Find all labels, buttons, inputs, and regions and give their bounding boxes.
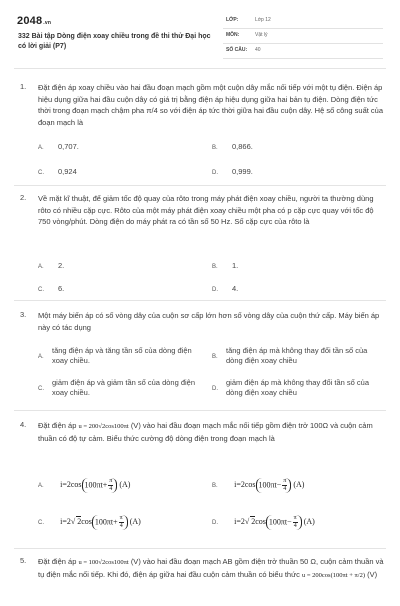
site-logo[interactable]: 2048.vn [17,15,52,27]
divider [14,300,386,301]
question-text: Đặt điện áp u = 100√2cos100πt (V) vào hai đầu đoạn mạch AB gồm điện trở thuần 50 Ω, cuộn cảm thuần và tụ điện mắc nối tiếp. Khi đó, điện áp giữa hai đầu cuộn cảm thuần có biểu thức u = 200cos(100πt + π/2) (V) [38,557,384,579]
divider [14,68,386,69]
question-1 [14,82,386,182]
option-c[interactable]: C. i=2√ 2cos 100πt+ $\frac{\pi}{4}$ (A) [38,515,141,529]
divider [14,185,386,186]
question-number: 4. [20,420,27,429]
option-d[interactable]: D. 4. [212,284,239,293]
meta-value: Vật lý [255,32,268,38]
meta-row-subject [223,29,383,44]
question-number: 1. [20,82,27,91]
meta-value: Lớp 12 [255,17,271,23]
question-3: 3. Một máy biến áp có số vòng dây của cuộn sơ cấp lớn hơn số vòng dây của cuộn thứ cấp. Máy biến áp này có tác dụng A. tăng điện áp và tăng tần số của dòng điện xoay chiều. B. tăng điện áp mà không thay đổi tần số của dòng điện xoay chiều C. giảm điện áp và giảm tần số của dòng điện xoay chiều. D. giảm điện áp mà không thay đổi tần số của dòng điện xoay chiều [14,310,386,405]
option-d[interactable]: D. i=2√ 2cos 100πt− $\frac{\pi}{4}$ (A) [212,515,315,529]
option-a[interactable]: A. i=2cos 100πt+ $\frac{\pi}{4}$ (A) [38,478,131,492]
question-number: 3. [20,310,27,319]
divider [14,410,386,411]
divider [14,548,386,549]
question-text: Về mặt kĩ thuật, để giảm tốc độ quay của rôto trong máy phát điện xoay chiều, người ta thường dùng rôto có nhiều cặp cực. Rôto của một máy phát điện xoay chiều một pha có p cặp cực quay với tốc độ 750 vòng/phút. Dòng điện do máy phát ra có tần số 50 Hz. Số cặp cực của rôto là [38,194,374,226]
question-4 [14,420,386,540]
inductor-voltage-expression: u = 200cos(100πt + π/2) [301,571,365,579]
option-a[interactable]: A. 0,707. [38,142,79,151]
meta-value: 40 [255,47,261,53]
option-b[interactable]: B. 0,866. [212,142,253,151]
option-c[interactable]: C. 0,924 [38,167,77,176]
question-text: Đặt điện áp u = 200√2cos100πt (V) vào hai đầu đoạn mạch mắc nối tiếp gồm điện trở 100Ω và cuộn cảm thuần có độ tự cảm. Biểu thức cường độ dòng điện trong đoạn mạch là [38,421,373,443]
voltage-expression: u = 100√2cos100πt [78,559,129,566]
meta-row-count [223,44,383,59]
option-d[interactable]: D. 0,999. [212,167,253,176]
question-text: Một máy biến áp có số vòng dây của cuộn sơ cấp lớn hơn số vòng dây của cuộn thứ cấp. Máy biến áp này có tác dụng [38,311,380,332]
question-text: Đặt điện áp xoay chiều vào hai đầu đoạn mạch gồm một cuộn dây mắc nối tiếp với một tụ điện. Điện áp hiệu dụng giữa hai đầu cuộn dây có giá trị bằng điện áp hiệu dụng giữa hai bản tụ điện. Dòng điện tức thời trong đoạn mạch chậm pha π/4 so với điện áp tức thời giữa hai đầu cuộn dây. Hệ số công suất của đoạn mạch là [38,83,384,127]
option-c[interactable]: C. 6. [38,284,65,293]
question-2 [14,193,386,293]
option-b[interactable]: B. i=2cos 100πt− $\frac{\pi}{4}$ (A) [212,478,305,492]
document-title: 332 Bài tập Dòng điện xoay chiều trong đề thi thử Đại học có lời giải (P7) [18,33,211,50]
question-number: 2. [20,193,27,202]
option-b[interactable]: B. 1. [212,261,239,270]
question-number: 5. [20,556,27,565]
question-5 [14,556,386,606]
meta-row-class [223,14,383,29]
meta-key: LỚP: [226,17,239,23]
meta-key: MÔN: [226,32,240,38]
meta-key: SỐ CÂU: [226,47,248,53]
voltage-expression: u = 200√2cos100πt [78,423,129,430]
option-a[interactable]: A. 2. [38,261,65,270]
